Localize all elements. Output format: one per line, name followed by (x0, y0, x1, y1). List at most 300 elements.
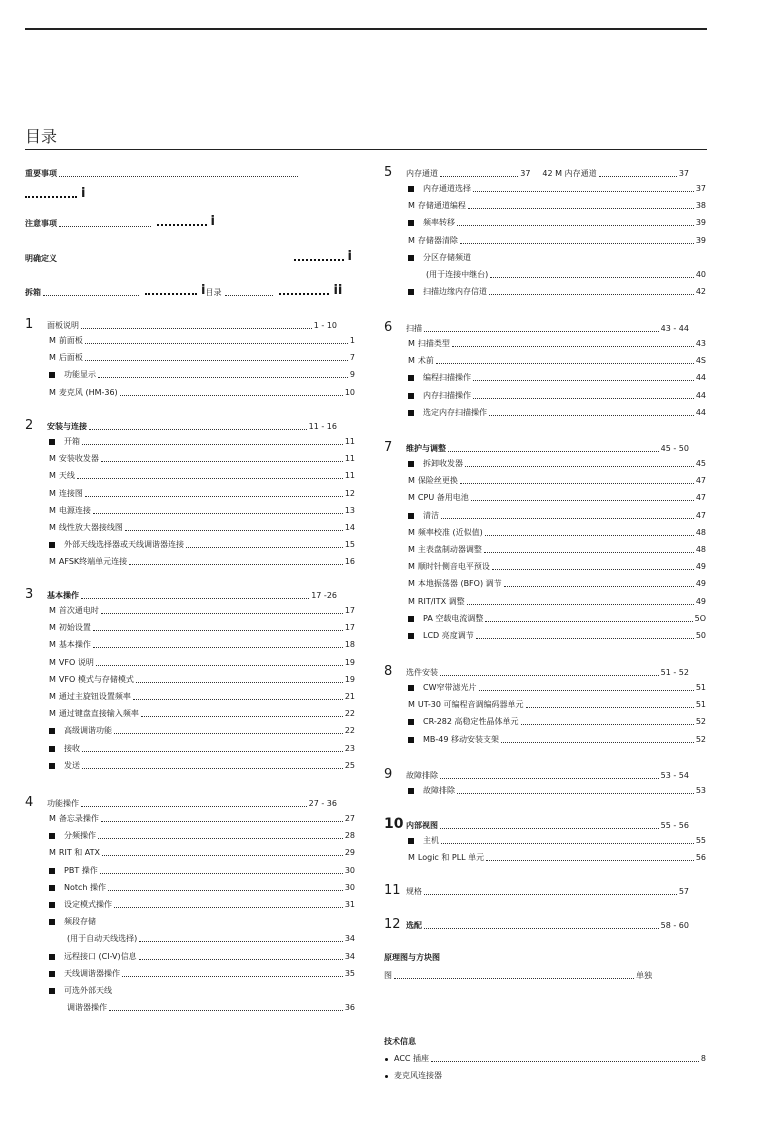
square-bullet-icon (408, 838, 414, 844)
section-pages: 17 -26 (311, 591, 337, 600)
entry-mark: M (408, 235, 415, 245)
entry-label: CPU 备用电池 (417, 493, 469, 503)
section-number: 8 (384, 664, 393, 679)
toc-entry[interactable] (408, 835, 706, 846)
entry-page: 37 (695, 184, 706, 193)
square-bullet-icon (408, 685, 414, 691)
entry-mark: M (408, 493, 415, 503)
entry-page: 22 (344, 709, 355, 719)
entry-label: CW窄带滤光片 (423, 683, 477, 692)
section-number: 7 (384, 440, 393, 455)
entry-label: 频段存储 (64, 917, 96, 927)
entry-label: 麦克风 (HM-36) (58, 387, 118, 397)
entry-mark: M (49, 353, 56, 363)
entry-mark: M (49, 387, 56, 397)
schematic-heading: 原理图与方块图 (384, 953, 440, 962)
entry-label: (用于连接中继台) (426, 270, 489, 279)
toc-entry[interactable] (408, 475, 706, 486)
square-bullet-icon (49, 746, 55, 752)
toc-entry[interactable] (408, 596, 706, 607)
entry-page: 39 (695, 235, 706, 245)
entry-page: 44 (695, 373, 706, 383)
entry-label: (用于自动天线选择) (67, 934, 138, 944)
section-title: 扫描 (406, 324, 422, 333)
entry-page: 12 (344, 488, 355, 498)
tech-item-mic[interactable]: 麦克风连接器 (384, 1070, 706, 1081)
toc-entry[interactable] (49, 352, 355, 363)
toc-entry[interactable] (408, 235, 706, 246)
entry-label: 存储器清除 (417, 235, 458, 245)
entry-label: 连接图 (58, 488, 83, 498)
toc-entry[interactable] (49, 622, 355, 633)
entry-mark: M (49, 657, 56, 667)
section-number: 12 (384, 917, 401, 932)
toc-entry[interactable] (408, 527, 706, 538)
square-bullet-icon (408, 788, 414, 794)
entry-page: 34 (344, 951, 355, 961)
section-number: 10 (384, 816, 404, 832)
entry-label: 首次通电时 (58, 606, 99, 615)
toc-entry[interactable] (408, 183, 706, 194)
entry-page: 16 (344, 557, 355, 567)
square-bullet-icon (49, 971, 55, 977)
toc-entry[interactable] (49, 556, 355, 567)
entry-label: 顺时针侧音电平预设 (417, 562, 490, 572)
top-rule (25, 28, 707, 30)
section-number: 4 (25, 795, 34, 810)
entry-mark: M (49, 709, 56, 719)
entry-mark: M (49, 523, 56, 532)
entry-page: 53 (695, 786, 706, 795)
toc-entry[interactable] (408, 390, 706, 401)
entry-label: PBT 操作 (64, 865, 98, 875)
entry-label: 扫描类型 (417, 339, 450, 348)
entry-page: 47 (695, 493, 706, 503)
entry-page: 56 (695, 853, 706, 863)
square-bullet-icon (408, 616, 414, 622)
entry-mark: M (408, 853, 415, 863)
entry-label: RIT 和 ATX (58, 848, 101, 858)
toc-entry[interactable] (49, 657, 355, 668)
toc-entry[interactable] (408, 286, 706, 297)
square-bullet-icon (408, 186, 414, 192)
toc-entry[interactable] (408, 613, 706, 624)
entry-page: 52 (695, 734, 706, 744)
toc-entry[interactable] (49, 725, 355, 736)
entry-page: 10 (344, 387, 355, 397)
entry-label: LCD 亮度调节 (423, 631, 474, 640)
entry-page: 40 (695, 270, 706, 279)
section-number: 5 (384, 165, 393, 180)
tech-item-acc[interactable]: ACC 插座 8 (384, 1053, 706, 1064)
section-title: 功能操作 (47, 799, 79, 808)
toc-entry[interactable] (408, 852, 706, 863)
toc-entry[interactable] (49, 453, 355, 464)
entry-page: 55 (695, 836, 706, 845)
square-bullet-icon (408, 461, 414, 467)
toc-entry[interactable] (49, 916, 355, 927)
entry-label: 设定模式操作 (64, 900, 112, 909)
entry-label: 安装收发器 (58, 454, 99, 464)
entry-label: 可选外部天线 (64, 986, 112, 995)
entry-label: CR-282 高稳定性晶体单元 (423, 717, 519, 727)
entry-page: 29 (344, 848, 355, 858)
toc-entry[interactable] (49, 539, 355, 550)
entry-page: 36 (344, 1003, 355, 1013)
square-bullet-icon (49, 728, 55, 734)
square-bullet-icon (49, 902, 55, 908)
square-bullet-icon (408, 393, 414, 399)
toc-entry[interactable] (49, 691, 355, 702)
section-title: 面板说明 (47, 321, 79, 330)
entry-page: 38 (695, 201, 706, 211)
square-bullet-icon (49, 833, 55, 839)
toc-entry[interactable] (49, 605, 355, 616)
entry-label: 功能显示 (64, 370, 96, 380)
toc-entry[interactable] (426, 269, 706, 280)
entry-mark: M (49, 505, 56, 515)
toc-entry[interactable] (49, 505, 355, 516)
toc-entry[interactable] (408, 458, 706, 469)
title-rule (25, 149, 707, 150)
entry-label: PA 空载电流调整 (423, 613, 484, 623)
entry-page: 1 (349, 336, 355, 345)
section-title: 选配 (406, 921, 422, 930)
square-bullet-icon (49, 372, 55, 378)
toc-entry[interactable] (408, 716, 706, 727)
entry-label: 高级调谐功能 (64, 726, 112, 736)
section-heading-6[interactable] (384, 321, 689, 334)
toc-entry[interactable] (67, 1002, 355, 1013)
entry-label: 基本操作 (58, 640, 91, 650)
entry-page: 42 (695, 287, 706, 297)
entry-mark: M (408, 527, 415, 537)
entry-page: 18 (344, 640, 355, 650)
square-bullet-icon (49, 919, 55, 925)
section-pages: 57 (678, 887, 689, 896)
section-pages: 1 - 10 (313, 321, 337, 330)
square-bullet-icon (408, 513, 414, 519)
bullet-icon (385, 1058, 388, 1061)
toc-entry[interactable] (408, 372, 706, 383)
entry-page: 4S (695, 356, 706, 366)
section-pages: 58 - 60 (660, 921, 689, 930)
entry-page: 23 (344, 743, 355, 753)
entry-label: 分频操作 (64, 831, 96, 841)
entry-label: 扫描边缘内存信道 (423, 287, 487, 297)
section-title: 内存通道 (406, 169, 438, 178)
toc-entry[interactable] (408, 510, 706, 521)
section-heading-2[interactable] (25, 419, 337, 432)
toc-entry[interactable] (408, 734, 706, 745)
entry-mark: M (408, 562, 415, 572)
entry-page: 11 (344, 471, 355, 481)
entry-page: 14 (344, 523, 355, 532)
entry-mark: M (408, 476, 415, 486)
entry-label: VFO 模式与存储模式 (58, 674, 134, 684)
entry-label: 主机 (423, 836, 439, 845)
section-title: 内部视图 (406, 821, 438, 830)
entry-page: 15 (344, 540, 355, 550)
entry-mark: M (49, 692, 56, 701)
entry-mark: M (49, 640, 56, 650)
entry-label: 编程扫描操作 (423, 373, 471, 383)
toc-entry[interactable] (49, 522, 355, 533)
entry-page: 11 (344, 437, 355, 446)
square-bullet-icon (49, 868, 55, 874)
entry-page: 19 (344, 674, 355, 684)
section-heading-9[interactable] (384, 768, 689, 781)
section-pages: 51 - 52 (660, 668, 689, 677)
front-item-definitions[interactable]: 明确定义 i (25, 249, 352, 264)
square-bullet-icon (408, 220, 414, 226)
square-bullet-icon (49, 988, 55, 994)
section-heading-5[interactable] (384, 166, 689, 179)
entry-label: 调谐器操作 (67, 1003, 107, 1013)
entry-page: 48 (695, 527, 706, 537)
square-bullet-icon (408, 410, 414, 416)
entry-mark: M (49, 848, 56, 858)
entry-label: 存储通道编程 (417, 201, 466, 211)
entry-label: 分区存储频道 (423, 252, 471, 262)
section-pages: 45 - 50 (660, 444, 689, 453)
entry-label: 本地振荡器 (BFO) 调节 (417, 579, 502, 589)
entry-page: 30 (344, 865, 355, 875)
entry-label: 通过键盘直接输入频率 (58, 709, 139, 719)
entry-label: 外部天线选择器或天线调谐器连接 (64, 540, 184, 550)
square-bullet-icon (408, 719, 414, 725)
section-pages: 11 - 16 (308, 422, 337, 431)
front-item-caution[interactable]: 注意事项 i (25, 214, 215, 229)
toc-entry[interactable] (49, 882, 355, 893)
section-heading-11[interactable] (384, 884, 689, 897)
toc-entry[interactable] (408, 561, 706, 572)
toc-entry[interactable] (49, 708, 355, 719)
section-number: 3 (25, 587, 34, 602)
entry-page: 35 (344, 968, 355, 978)
entry-label: 术前 (417, 356, 434, 366)
entry-label: 内存扫描操作 (423, 390, 471, 400)
section-number: 2 (25, 418, 34, 433)
section-number: 11 (384, 883, 401, 898)
entry-label: 远程接口 (CI-V)信息 (64, 951, 137, 961)
toc-entry[interactable] (49, 674, 355, 685)
entry-label: 线性放大器接线图 (58, 523, 123, 532)
schematic-entry[interactable]: 图 单独 (384, 971, 652, 980)
entry-label: 通过主旋钮设置频率 (58, 692, 131, 701)
front-item-important[interactable]: 重要事项 (25, 168, 300, 179)
toc-entry[interactable] (408, 252, 706, 263)
section-title: 安装与连接 (47, 422, 87, 431)
entry-label: 选定内存扫描操作 (423, 407, 487, 417)
toc-entry[interactable] (49, 436, 355, 447)
toc-entry[interactable] (49, 865, 355, 876)
entry-mark: M (49, 674, 56, 684)
entry-page: 50 (695, 631, 706, 640)
entry-label: 发送 (64, 760, 80, 770)
entry-mark: M (408, 545, 415, 554)
section-heading-3[interactable] (25, 588, 337, 601)
entry-label: Logic 和 PLL 单元 (417, 853, 485, 863)
section-pages: 27 - 36 (308, 799, 337, 808)
entry-page: 49 (695, 562, 706, 572)
entry-page: 17 (344, 623, 355, 633)
front-item-unpacking[interactable]: 拆箱 i 目录 ii (25, 283, 343, 298)
entry-mark: M (408, 700, 415, 710)
section-extra-page: 37 (678, 169, 690, 178)
toc-entry[interactable] (49, 760, 355, 771)
section-pages: 43 - 44 (660, 324, 689, 333)
section-title: 维护与调整 (406, 444, 446, 453)
entry-page: 17 (344, 606, 355, 615)
entry-page: 22 (344, 726, 355, 736)
square-bullet-icon (408, 375, 414, 381)
entry-label: 电源连接 (58, 505, 91, 515)
square-bullet-icon (49, 542, 55, 548)
entry-label: 清洁 (423, 510, 439, 520)
entry-mark: M (49, 454, 56, 464)
entry-label: 初始设置 (58, 623, 91, 633)
section-title: 故障排除 (406, 771, 438, 780)
entry-page: 7 (349, 353, 355, 363)
toc-entry[interactable] (408, 492, 706, 503)
page-title: 目录 (25, 127, 58, 146)
toc-entry[interactable] (49, 470, 355, 481)
entry-mark: M (49, 557, 56, 567)
square-bullet-icon (49, 439, 55, 445)
entry-page: 25 (344, 760, 355, 770)
entry-mark: M (408, 201, 415, 211)
entry-page: 19 (344, 657, 355, 667)
entry-label: 天线调谐器操作 (64, 968, 120, 978)
section-pages: 53 - 54 (660, 771, 689, 780)
entry-page: 44 (695, 390, 706, 400)
square-bullet-icon (49, 763, 55, 769)
section-number: 6 (384, 320, 393, 335)
square-bullet-icon (408, 289, 414, 295)
entry-page: 49 (695, 596, 706, 606)
entry-page: 5O (694, 613, 706, 623)
entry-page: 13 (344, 505, 355, 515)
toc-entry[interactable] (49, 968, 355, 979)
section-heading-4[interactable] (25, 796, 337, 809)
square-bullet-icon (408, 737, 414, 743)
toc-entry[interactable] (408, 217, 706, 228)
entry-label: VFO 说明 (58, 657, 94, 667)
section-heading-10[interactable] (384, 818, 689, 831)
toc-entry[interactable] (408, 338, 706, 349)
entry-label: UT-30 可编程音调编码器单元 (417, 700, 524, 710)
toc-entry[interactable] (408, 578, 706, 589)
entry-label: 备忘录操作 (58, 814, 99, 823)
entry-page: 31 (344, 900, 355, 909)
section-heading-12[interactable] (384, 918, 689, 931)
entry-label: 频率校准 (近似值) (417, 527, 483, 537)
section-number: 9 (384, 767, 393, 782)
section-pages: 55 - 56 (660, 821, 689, 830)
toc-entry[interactable] (408, 200, 706, 211)
toc-entry[interactable] (49, 985, 355, 996)
toc-entry[interactable] (49, 813, 355, 824)
front-item-important-page: i (25, 186, 95, 201)
entry-mark: M (408, 579, 415, 589)
toc-entry[interactable] (49, 387, 355, 398)
entry-label: 接收 (64, 743, 80, 753)
entry-label: 故障排除 (423, 786, 455, 795)
entry-page: 34 (344, 934, 355, 944)
entry-label: 后面板 (58, 353, 83, 363)
entry-page: 9 (349, 370, 355, 380)
toc-entry[interactable] (49, 899, 355, 910)
entry-page: 47 (695, 510, 706, 520)
bullet-icon (385, 1075, 388, 1078)
entry-page: 11 (344, 454, 355, 464)
toc-entry[interactable] (49, 951, 355, 962)
toc-entry[interactable] (49, 847, 355, 858)
section-heading-1[interactable] (25, 318, 337, 331)
entry-label: 前面板 (58, 336, 83, 345)
entry-mark: M (49, 488, 56, 498)
entry-label: 天线 (58, 471, 75, 481)
entry-label: 开箱 (64, 437, 80, 446)
section-title: 基本操作 (47, 591, 79, 600)
square-bullet-icon (408, 633, 414, 639)
tech-heading: 技术信息 (384, 1037, 416, 1046)
toc-entry[interactable] (49, 369, 355, 380)
entry-label: MB-49 移动安装支架 (423, 734, 499, 744)
entry-page: 28 (344, 831, 355, 841)
section-extra: 42 M 内存通道 (542, 169, 597, 178)
entry-label: 频率转移 (423, 218, 455, 228)
square-bullet-icon (408, 255, 414, 261)
toc-entry[interactable] (408, 699, 706, 710)
section-title: 规格 (406, 887, 422, 896)
toc-entry[interactable] (408, 544, 706, 555)
entry-mark: M (49, 471, 56, 481)
square-bullet-icon (49, 885, 55, 891)
toc-entry[interactable] (49, 830, 355, 841)
section-pages: 37 (520, 169, 531, 178)
toc-entry[interactable] (408, 630, 706, 641)
toc-entry[interactable] (49, 639, 355, 650)
section-number: 1 (25, 317, 34, 332)
toc-entry[interactable] (49, 335, 355, 346)
entry-page: 47 (695, 476, 706, 486)
toc-entry[interactable] (408, 355, 706, 366)
entry-mark: M (408, 339, 415, 348)
entry-page: 49 (695, 579, 706, 589)
toc-entry[interactable] (408, 785, 706, 796)
toc-entry[interactable] (67, 933, 355, 944)
entry-page: 51 (695, 683, 706, 692)
entry-page: 44 (695, 407, 706, 417)
entry-mark: M (49, 623, 56, 633)
entry-mark: M (408, 596, 415, 606)
entry-page: 45 (695, 459, 706, 468)
section-heading-7[interactable] (384, 441, 689, 454)
entry-page: 52 (695, 717, 706, 727)
entry-label: 主表盘制动器调整 (417, 545, 482, 554)
square-bullet-icon (49, 954, 55, 960)
entry-page: 43 (695, 339, 706, 348)
toc-entry[interactable] (408, 682, 706, 693)
section-heading-8[interactable] (384, 665, 689, 678)
entry-page: 27 (344, 814, 355, 823)
toc-entry[interactable] (408, 407, 706, 418)
toc-entry[interactable] (49, 743, 355, 754)
entry-page: 21 (344, 692, 355, 701)
toc-entry[interactable] (49, 488, 355, 499)
